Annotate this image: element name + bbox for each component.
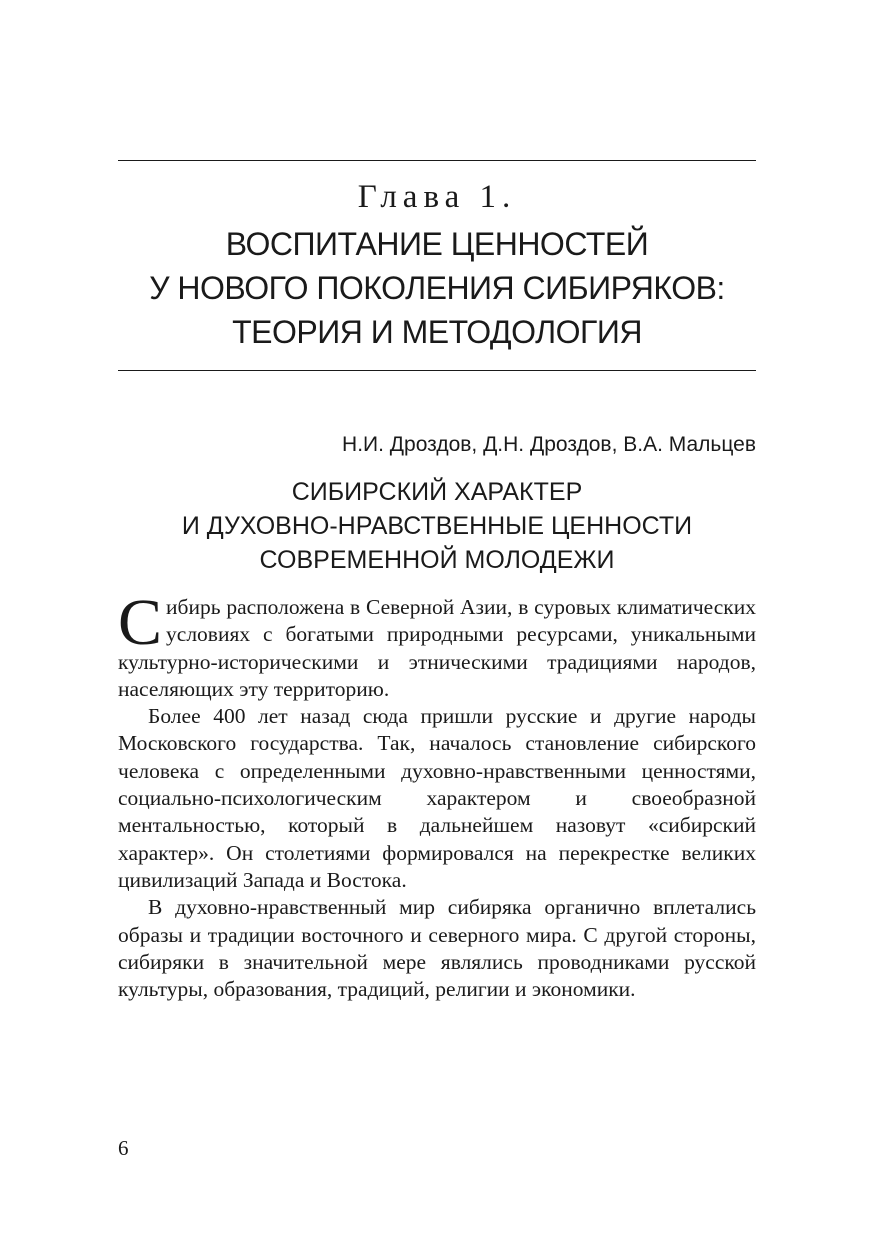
paragraph-3: В духовно-нравственный мир сибиряка органично вплетались образы и традиции восточного и северного мира. С другой стороны, сибиряки в значительной мере являлись проводниками русской культуры, образования, традиций, религии и экономики. [118, 895, 756, 1002]
article-title [118, 475, 756, 577]
drop-cap: С [118, 586, 163, 659]
article-authors: Н.И. Дроздов, Д.Н. Дроздов, В.А. Мальцев [342, 433, 756, 456]
chapter-label: Глава 1. [357, 179, 517, 215]
article-title-line-3: СОВРЕМЕННОЙ МОЛОДЕЖИ [259, 546, 615, 574]
paragraph-2: Более 400 лет назад сюда пришли русские и другие народы Московского государства. Так, началось становление сибирского человека с определенными духовно-нравственными ценностями, социально-психологическим характером и своеобразной ментальностью, который в дальнейшем назовут «сибирский характер». Он столетиями формировался на перекрестке великих цивилизаций Запада и Востока. [118, 704, 756, 892]
chapter-title-line-3: ТЕОРИЯ И МЕТОДОЛОГИЯ [232, 314, 642, 350]
chapter-bottom-rule [118, 370, 756, 371]
article-body [118, 586, 756, 1003]
chapter-top-rule [118, 160, 756, 161]
paragraph-1 [118, 586, 756, 703]
chapter-title-line-1: ВОСПИТАНИЕ ЦЕННОСТЕЙ [225, 226, 649, 262]
paragraph-1-text: ибирь расположена в Северной Азии, в суровых климатических условиях с богатыми природными ресурсами, уникальными культурно-историческими и этническими традициями народов, населяющих эту территорию. [118, 595, 756, 701]
chapter-title-line-2: У НОВОГО ПОКОЛЕНИЯ СИБИРЯКОВ: [149, 270, 725, 306]
article-title-line-1: СИБИРСКИЙ ХАРАКТЕР [291, 478, 583, 506]
chapter-heading [118, 172, 756, 354]
page-number: 6 [118, 1136, 129, 1160]
article-title-line-2: И ДУХОВНО-НРАВСТВЕННЫЕ ЦЕННОСТИ [181, 512, 693, 540]
